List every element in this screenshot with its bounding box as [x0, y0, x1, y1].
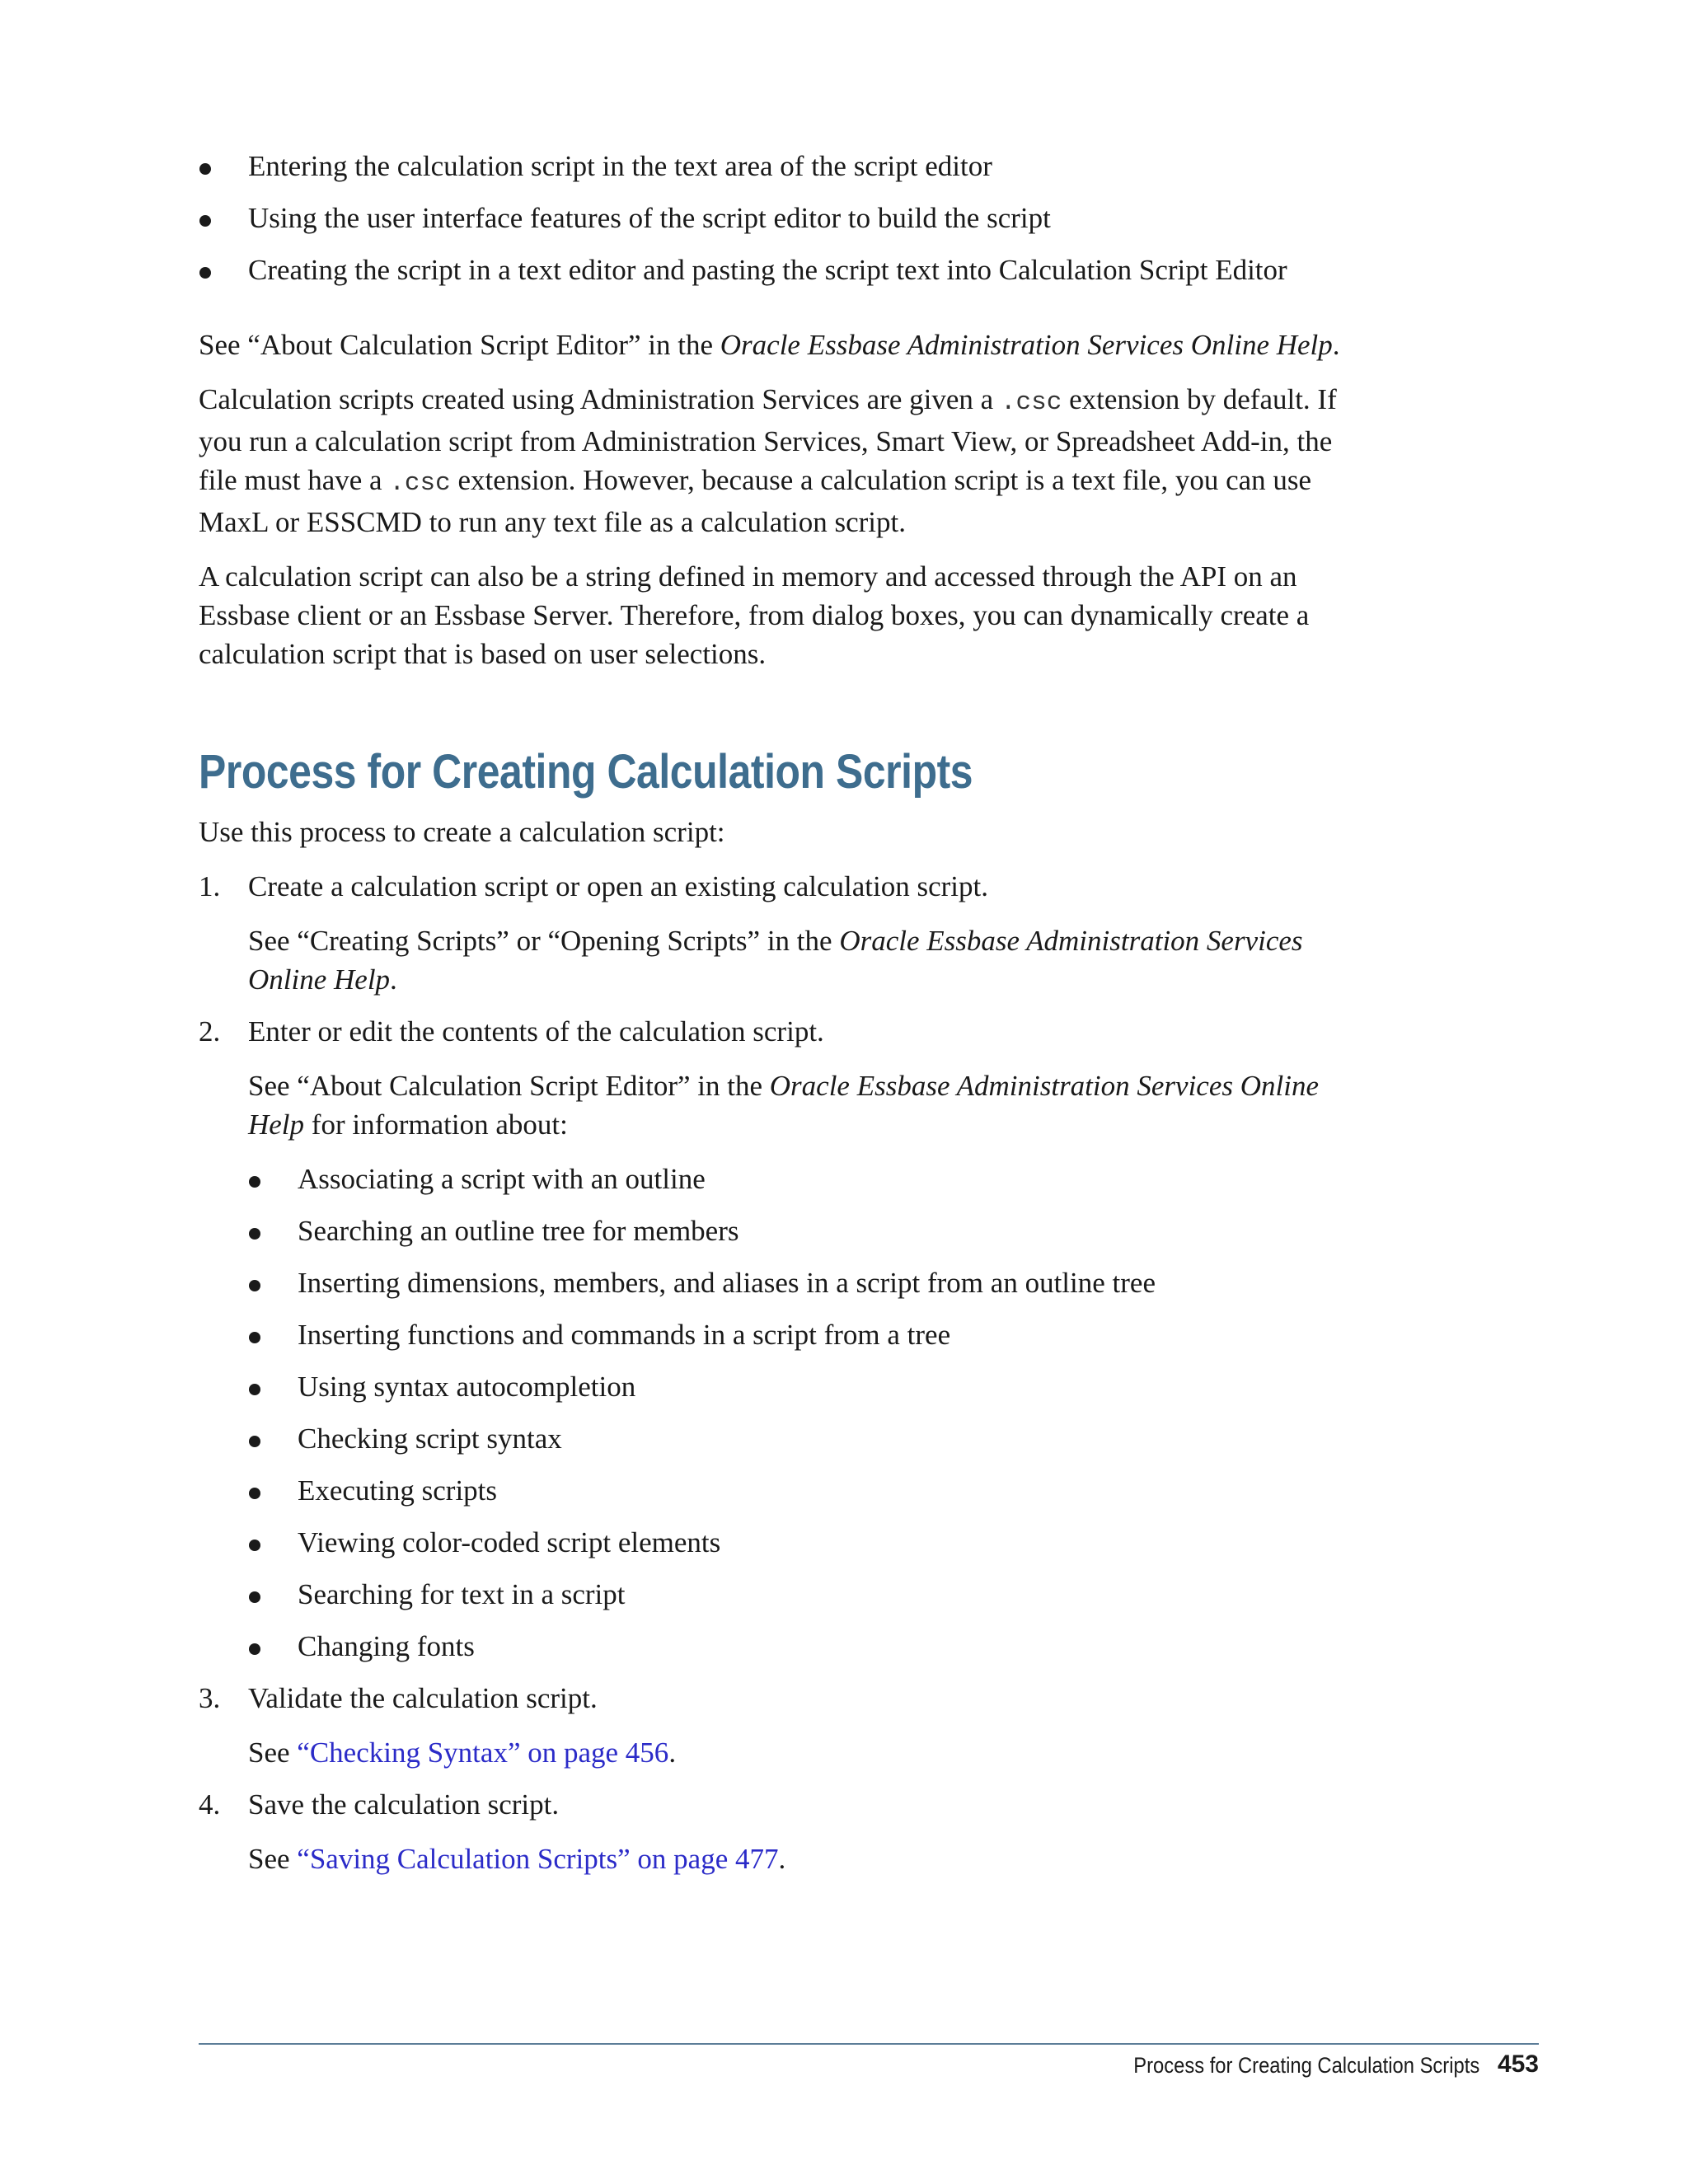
step-note: See “Saving Calculation Scripts” on page 477. — [248, 1843, 786, 1875]
list-item: Executing scripts — [248, 1471, 1353, 1510]
steps-list — [199, 867, 1353, 1878]
list-item: Inserting functions and commands in a script from a tree — [248, 1315, 1353, 1354]
footer-section-title: Process for Creating Calculation Scripts — [1133, 2053, 1479, 2078]
step-item — [199, 1679, 1353, 1718]
code-extension: .csc — [389, 469, 451, 498]
see-about-paragraph: See “About Calculation Script Editor” in the Oracle Essbase Administration Services Online Help. — [199, 329, 1340, 361]
book-title: Oracle Essbase Administration Services Online Help — [720, 329, 1333, 361]
step-number: 3. — [199, 1682, 221, 1714]
list-item: Checking script syntax — [248, 1419, 1353, 1458]
list-item: Associating a script with an outline — [248, 1160, 1353, 1198]
list-item: Entering the calculation script in the text area of the script editor — [199, 147, 1353, 185]
list-item: Using the user interface features of the script editor to build the script — [199, 199, 1353, 237]
step-text: Validate the calculation script. — [248, 1682, 598, 1714]
step-item — [199, 1785, 1353, 1824]
step-item — [199, 867, 1353, 906]
list-item: Searching an outline tree for members — [248, 1212, 1353, 1250]
footer-divider — [199, 2043, 1539, 2045]
intro-bullet-list — [199, 147, 1353, 289]
list-item: Changing fonts — [248, 1627, 1353, 1666]
book-title: Oracle Essbase Administration Services Online Help — [248, 1070, 1319, 1141]
step-note: See “Creating Scripts” or “Opening Scripts” in the Oracle Essbase Administration Services Online Help. — [248, 925, 1303, 996]
list-item: Viewing color-coded script elements — [248, 1523, 1353, 1562]
step-text: Create a calculation script or open an existing calculation script. — [248, 870, 989, 902]
step-item — [199, 1012, 1353, 1051]
list-item: Creating the script in a text editor and pasting the script text into Calculation Script Editor — [199, 251, 1353, 289]
api-paragraph: A calculation script can also be a string defined in memory and accessed through the API on an Essbase client or an Essbase Server. Therefore, from dialog boxes, you can dynamically create a calculation script that is based on user selections. — [199, 560, 1310, 670]
feature-bullet-list — [199, 1160, 1353, 1666]
page-number: 453 — [1497, 2050, 1539, 2078]
list-item: Inserting dimensions, members, and aliases in a script from an outline tree — [248, 1263, 1353, 1302]
page-content — [199, 147, 1353, 1878]
step-text: Enter or edit the contents of the calculation script. — [248, 1015, 824, 1047]
csc-paragraph: Calculation scripts created using Administration Services are given a .csc extension by default. If you run a calculation script from Administration Services, Smart View, or Spreadsheet Add-in, the file must have a .csc extension. However, because a calculation script is a text file, you can use MaxL or ESSCMD to run any text file as a calculation script. — [199, 383, 1337, 538]
step-note: See “Checking Syntax” on page 456. — [248, 1736, 677, 1769]
list-item: Using syntax autocompletion — [248, 1367, 1353, 1406]
step-note: See “About Calculation Script Editor” in the Oracle Essbase Administration Services Online Help for information about: — [248, 1070, 1319, 1141]
process-intro: Use this process to create a calculation script: — [199, 816, 725, 848]
code-extension: .csc — [1000, 388, 1062, 417]
step-number: 1. — [199, 870, 221, 902]
book-title: Oracle Essbase Administration Services Online Help — [248, 925, 1303, 996]
section-heading: Process for Creating Calculation Scripts — [199, 745, 973, 799]
step-number: 2. — [199, 1015, 221, 1047]
checking-syntax-link[interactable]: “Checking Syntax” on page 456 — [297, 1736, 669, 1769]
step-text: Save the calculation script. — [248, 1788, 560, 1821]
step-number: 4. — [199, 1788, 221, 1821]
saving-scripts-link[interactable]: “Saving Calculation Scripts” on page 477 — [297, 1843, 779, 1875]
list-item: Searching for text in a script — [248, 1575, 1353, 1614]
